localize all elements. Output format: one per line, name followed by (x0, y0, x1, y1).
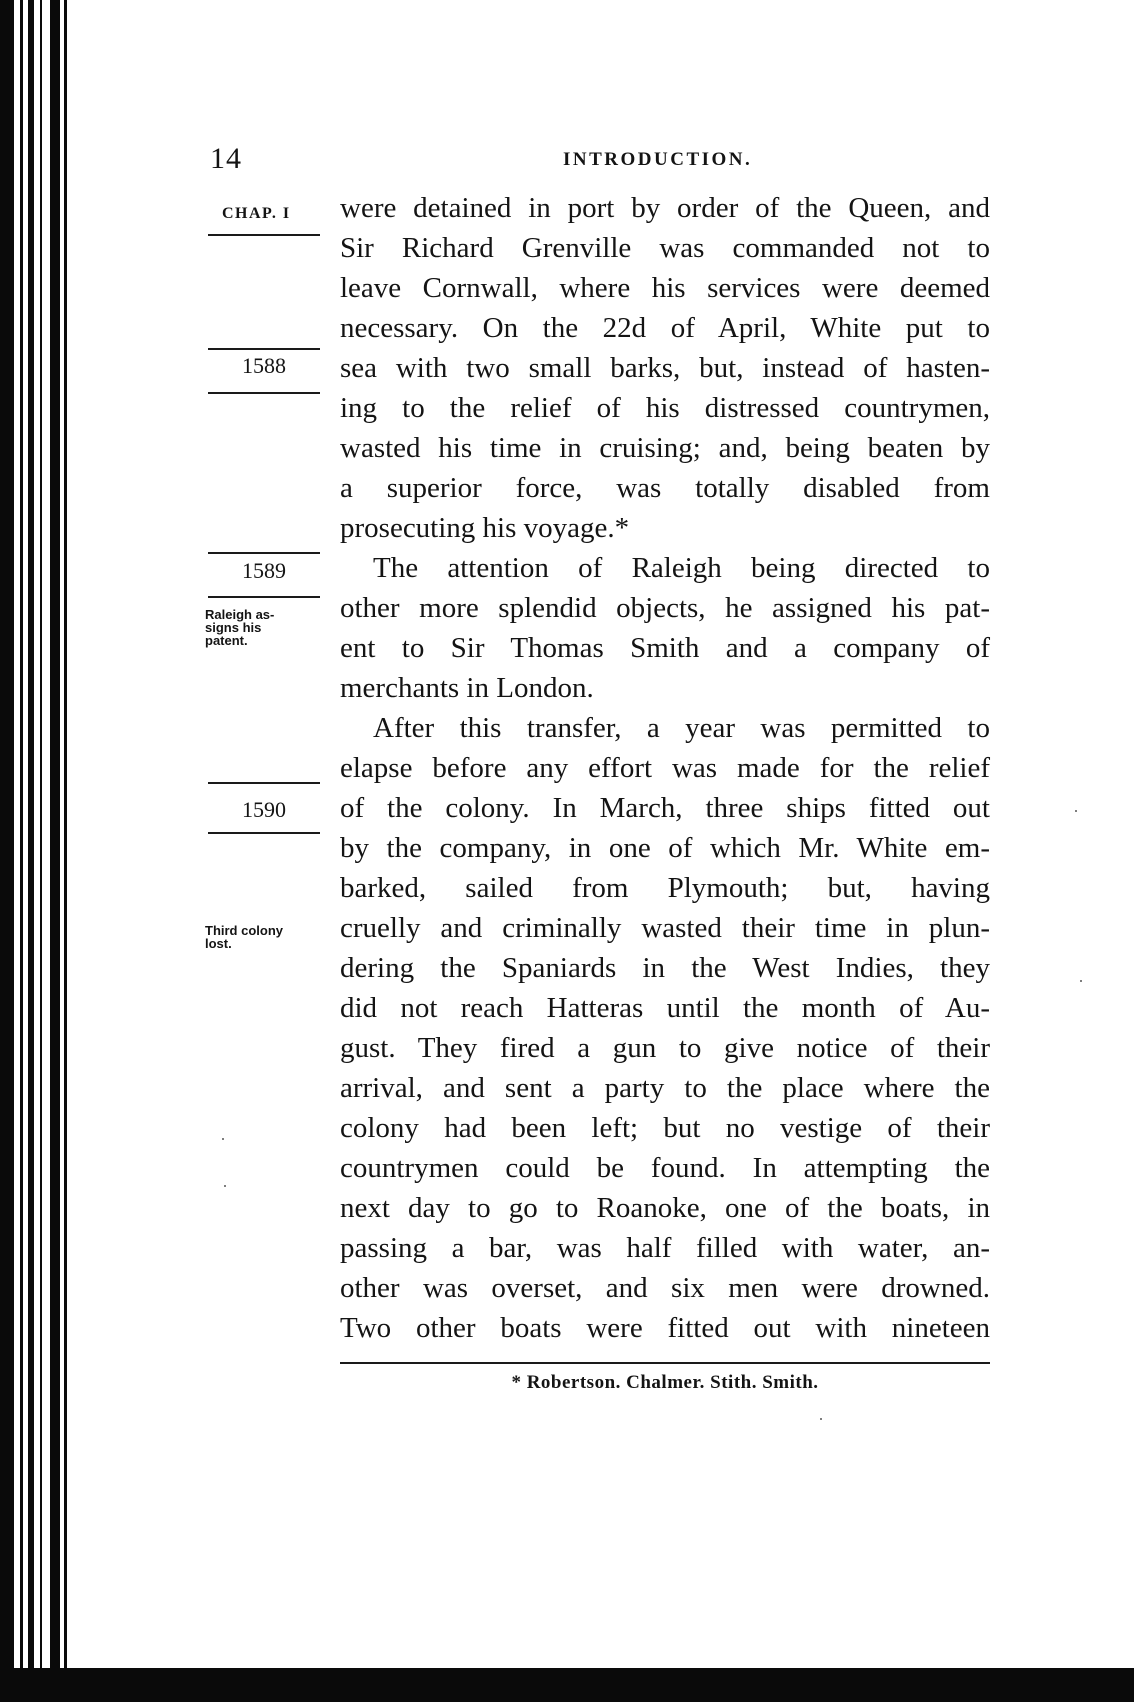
text-line: of the colony. In March, three ships fitted out (340, 792, 990, 824)
chapter-label: CHAP. I (222, 205, 291, 222)
margin-rule (208, 782, 320, 784)
text-line: elapse before any effort was made for the relief (340, 752, 990, 784)
page-number: 14 (210, 142, 242, 175)
text-line: wasted his time in cruising; and, being beaten by (340, 432, 990, 464)
text-line: sea with two small barks, but, instead of hasten- (340, 352, 990, 384)
text-line: a superior force, was totally disabled from (340, 472, 990, 504)
text-line: ing to the relief of his distressed countrymen, (340, 392, 990, 424)
text-line: other was overset, and six men were drowned. (340, 1272, 990, 1304)
margin-rule (208, 348, 320, 350)
footnote: * Robertson. Chalmer. Stith. Smith. (511, 1372, 819, 1393)
scan-speck (1075, 810, 1077, 812)
text-line: dering the Spaniards in the West Indies, they (340, 952, 990, 984)
text-line: merchants in London. (340, 672, 594, 704)
text-line: arrival, and sent a party to the place where the (340, 1072, 990, 1104)
side-note-line: signs his (205, 620, 262, 635)
side-note-line: Raleigh as- (205, 607, 275, 622)
side-note-raleigh (205, 608, 315, 647)
text-line: leave Cornwall, where his services were deemed (340, 272, 990, 304)
side-note-line: patent. (205, 633, 248, 648)
running-head: INTRODUCTION. (563, 149, 753, 170)
text-line: gust. They fired a gun to give notice of their (340, 1032, 990, 1064)
text-line: next day to go to Roanoke, one of the boats, in (340, 1192, 990, 1224)
body-text (340, 188, 990, 1348)
scan-speck (1080, 980, 1082, 982)
scan-speck (222, 1138, 224, 1140)
text-line: other more splendid objects, he assigned his pat- (340, 592, 990, 624)
margin-rule (208, 832, 320, 834)
text-line: Two other boats were fitted out with nineteen (340, 1312, 990, 1344)
scan-bottom-edge (0, 1668, 1134, 1702)
margin-year-1588: 1588 (242, 353, 286, 378)
scan-speck (820, 1418, 822, 1420)
text-line: After this transfer, a year was permitted to (373, 712, 990, 744)
side-note-line: lost. (205, 936, 232, 951)
scan-speck (224, 1185, 226, 1187)
margin-year-1590: 1590 (242, 797, 286, 822)
text-line: Sir Richard Grenville was commanded not to (340, 232, 990, 264)
footnote-rule (340, 1362, 990, 1364)
text-line: prosecuting his voyage.* (340, 512, 630, 544)
text-line: ent to Sir Thomas Smith and a company of (340, 632, 990, 664)
side-note-third-colony (205, 924, 315, 950)
margin-rule (208, 596, 320, 598)
book-gutter (0, 0, 80, 1702)
text-line: were detained in port by order of the Queen, and (340, 192, 990, 224)
text-line: cruelly and criminally wasted their time in plun- (340, 912, 990, 944)
margin-year-1589: 1589 (242, 558, 286, 583)
text-line: passing a bar, was half filled with water, an- (340, 1232, 990, 1264)
side-note-line: Third colony (205, 923, 283, 938)
margin-rule (208, 392, 320, 394)
text-line: colony had been left; but no vestige of their (340, 1112, 990, 1144)
margin-rule (208, 552, 320, 554)
text-line: by the company, in one of which Mr. White em- (340, 832, 990, 864)
text-line: countrymen could be found. In attempting the (340, 1152, 990, 1184)
text-line: The attention of Raleigh being directed to (373, 552, 990, 584)
text-line: did not reach Hatteras until the month of Au- (340, 992, 990, 1024)
margin-rule (208, 234, 320, 236)
text-line: necessary. On the 22d of April, White put to (340, 312, 990, 344)
text-line: barked, sailed from Plymouth; but, having (340, 872, 990, 904)
